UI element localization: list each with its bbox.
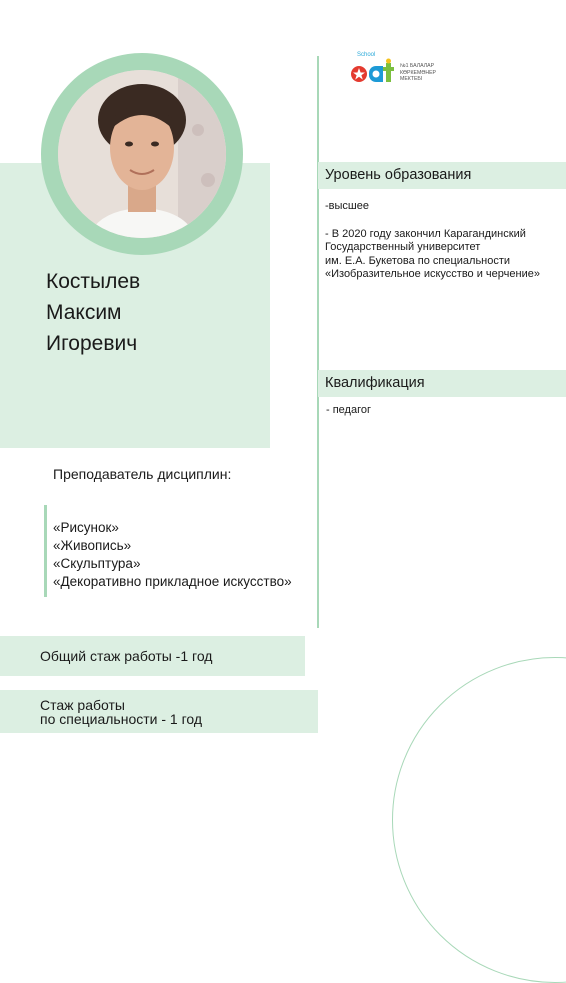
vertical-divider: [317, 56, 319, 628]
logo-caption-line: МЕКТЕБІ: [400, 76, 423, 82]
total-experience-band: [0, 636, 305, 676]
education-detail-line: «Изобразительное искусство и черчение»: [325, 268, 540, 280]
art-logo-icon: [350, 57, 398, 87]
logo-caption: [400, 63, 436, 83]
qualification-heading: Квалификация: [325, 375, 425, 391]
education-heading-band: [318, 162, 566, 189]
decorative-arc: [392, 657, 566, 983]
disciplines-label: Преподаватель дисциплин:: [53, 466, 232, 482]
disciplines-list: [53, 519, 292, 591]
logo-caption-line: №1 БАЛАЛАР: [400, 63, 435, 69]
specialty-experience-band: [0, 690, 318, 733]
portrait-photo: [58, 70, 226, 238]
specialty-experience-text: [40, 698, 202, 726]
total-experience-text: Общий стаж работы -1 год: [40, 648, 213, 664]
person-name: [46, 266, 140, 359]
education-level: -высшее: [325, 200, 369, 212]
education-detail-line: - В 2020 году закончил Карагандинский: [325, 227, 526, 240]
specialty-experience-line1: Стаж работы: [40, 697, 125, 713]
discipline-item: «Скульптура»: [53, 556, 141, 571]
education-detail-line: Государственный университет: [325, 241, 481, 253]
portrait-image: [58, 70, 226, 238]
discipline-item: «Живопись»: [53, 538, 132, 553]
discipline-item: «Декоративно прикладное искусство»: [53, 574, 292, 589]
logo-caption-line: КӨРКЕМӨНЕР: [400, 69, 437, 76]
education-details: [325, 200, 540, 282]
disciplines-accent-bar: [44, 505, 47, 597]
education-detail-line: им. Е.А. Букетова по специальности: [325, 254, 511, 267]
qualification-value: - педагог: [326, 404, 371, 416]
name-line-first: Максим: [46, 301, 122, 324]
name-line-surname: Костылев: [46, 270, 141, 293]
qualification-heading-band: [318, 370, 566, 397]
discipline-item: «Рисунок»: [53, 520, 119, 535]
specialty-experience-line2: по специальности - 1 год: [40, 711, 203, 727]
education-heading: Уровень образования: [325, 167, 472, 183]
name-line-patronymic: Игоревич: [46, 332, 138, 355]
logo-school-text: School: [357, 52, 376, 58]
school-logo: [350, 52, 450, 88]
